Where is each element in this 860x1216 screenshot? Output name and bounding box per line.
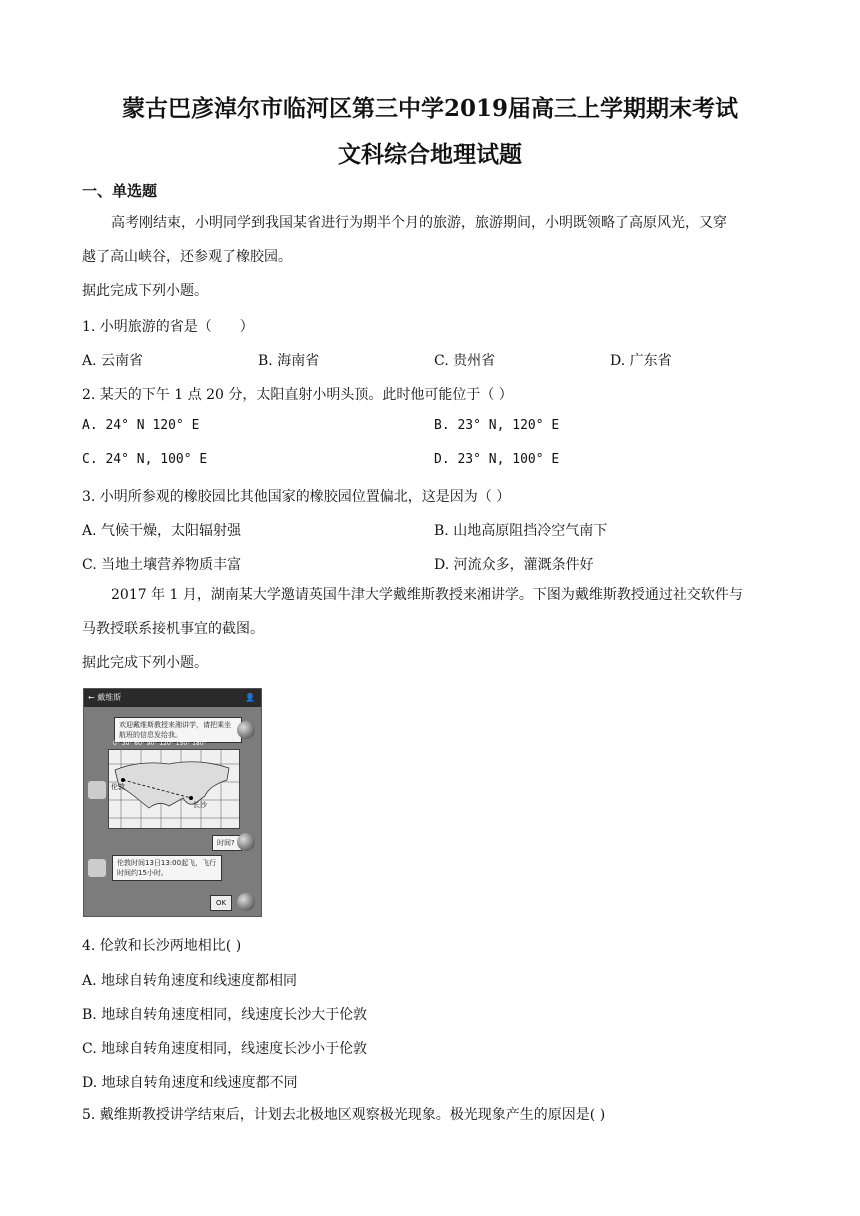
passage2-prompt: 据此完成下列小题。 [82,655,208,671]
question-3-option-c: C. 当地土壤营养物质丰富 [82,557,242,573]
passage1-prompt: 据此完成下列小题。 [82,283,208,299]
chat-header-title: ← 戴维斯 [88,693,122,702]
question-4-stem: 4. 伦敦和长沙两地相比( ) [82,938,242,954]
question-4-option-d: D. 地球自转角速度和线速度都不同 [82,1075,298,1091]
map-label-changsha: 长沙 [193,801,207,809]
chat-screenshot-figure [83,688,262,917]
question-1-stem: 1. 小明旅游的省是（ ） [82,319,254,335]
question-1-option-b: B. 海南省 [258,353,320,369]
question-1-option-a: A. 云南省 [82,353,144,369]
question-2-option-a: A. 24° N 120° E [82,418,200,433]
question-3-option-b: B. 山地高原阻挡冷空气南下 [434,523,608,539]
avatar-globe-icon [237,721,255,739]
question-4-option-b: B. 地球自转角速度相同，线速度长沙大于伦敦 [82,1007,368,1023]
question-2-option-c: C. 24° N, 100° E [82,452,208,467]
chat-message-3: 伦敦时间13日13:00起飞，飞行时间约15小时。 [112,855,222,881]
avatar-globe-icon [237,833,255,851]
avatar-coffee-icon [88,781,106,799]
question-1-option-d: D. 广东省 [610,353,672,369]
chat-message-1: 欢迎戴维斯教授来湘讲学，请把乘坐航班的信息发给我。 [114,717,242,743]
question-3-option-d: D. 河流众多，灌溉条件好 [434,557,594,573]
contact-icon: 👤 [245,693,255,702]
ok-button[interactable]: OK [210,895,232,911]
question-1-option-c: C. 贵州省 [434,353,496,369]
avatar-globe-icon [237,893,255,911]
question-2-option-d: D. 23° N, 100° E [434,452,560,467]
question-3-option-a: A. 气候干燥，太阳辐射强 [82,523,242,539]
question-3-stem: 3. 小明所参观的橡胶园比其他国家的橡胶园位置偏北，这是因为（ ） [82,489,511,505]
question-4-option-a: A. 地球自转角速度和线速度都相同 [82,973,298,989]
avatar-coffee-icon [88,859,106,877]
passage2-line2: 马教授联系接机事宜的截图。 [82,621,264,637]
question-4-option-c: C. 地球自转角速度相同，线速度长沙小于伦敦 [82,1041,368,1057]
world-map-graphic [108,740,240,829]
title-line-2: 文科综合地理试题 [338,141,522,168]
question-5-stem: 5. 戴维斯教授讲学结束后，计划去北极地区观察极光现象。极光现象产生的原因是( ) [82,1107,606,1123]
section-heading: 一、单选题 [82,182,158,200]
map-svg [109,750,239,828]
passage1-line2: 越了高山峡谷，还参观了橡胶园。 [82,249,292,265]
chat-header [84,689,261,707]
passage1-line1: 高考刚结束，小明同学到我国某省进行为期半个月的旅游，旅游期间，小明既领略了高原风光，又穿 [111,215,727,231]
question-2-option-b: B. 23° N, 120° E [434,418,560,433]
question-2-stem: 2. 某天的下午 1 点 20 分，太阳直射小明头顶。此时他可能位于（ ） [82,387,513,403]
map-label-london: 伦敦 [111,783,125,791]
title-line-1: 蒙古巴彦淖尔市临河区第三中学2019届高三上学期期末考试 [121,95,738,122]
map-longitude-labels: 0° 30° 60° 90° 120° 150° 180° [113,740,207,747]
passage2-line1: 2017 年 1 月，湖南某大学邀请英国牛津大学戴维斯教授来湘讲学。下图为戴维斯教授通过社交软件与 [111,587,743,603]
chat-message-2: 时间? [212,835,242,851]
